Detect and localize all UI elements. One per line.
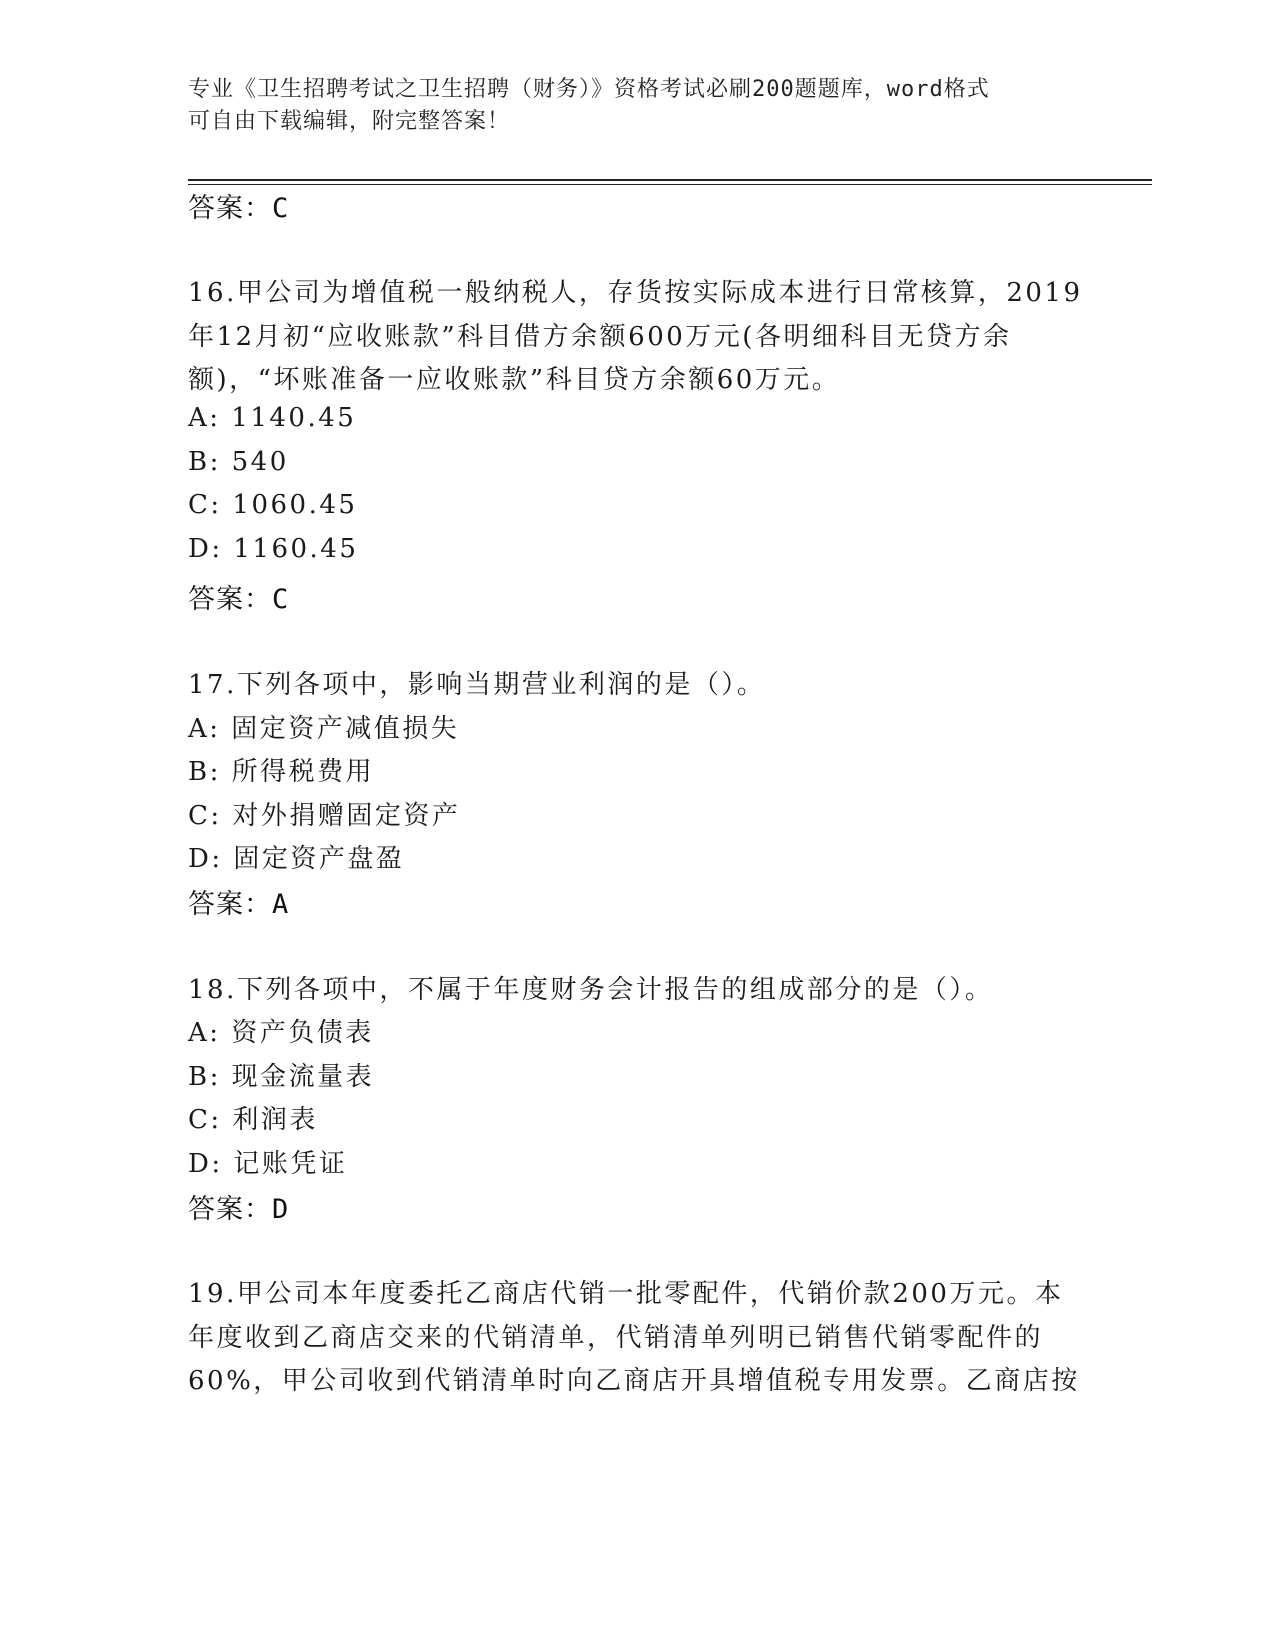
question-17-option-b: B: 所得税费用 <box>188 757 375 787</box>
question-16-line-3: 额)，“坏账准备一应收账款”科目贷方余额60万元。 <box>188 365 841 395</box>
question-17-option-a: A: 固定资产减值损失 <box>188 714 460 744</box>
question-18-line-1: 18.下列各项中，不属于年度财务会计报告的组成部分的是（）。 <box>188 975 994 1005</box>
question-19-line-2: 年度收到乙商店交来的代销清单，代销清单列明已销售代销零配件的 <box>188 1323 1044 1353</box>
question-18-option-d: D: 记账凭证 <box>188 1149 348 1179</box>
document-header <box>188 74 1068 138</box>
question-17-line-1: 17.下列各项中，影响当期营业利润的是（）。 <box>188 670 766 700</box>
question-16-option-a: A: 1140.45 <box>188 403 357 433</box>
question-16-option-d: D: 1160.45 <box>188 534 359 564</box>
previous-answer: 答案：C <box>188 193 290 224</box>
question-18-answer: 答案：D <box>188 1194 290 1225</box>
question-18-option-b: B: 现金流量表 <box>188 1062 375 1092</box>
header-rule-thick <box>188 179 1152 181</box>
question-18-option-a: A: 资产负债表 <box>188 1018 374 1048</box>
header-line-2: 可自由下载编辑，附完整答案！ <box>188 109 511 134</box>
header-line-1: 专业《卫生招聘考试之卫生招聘（财务）》资格考试必刷200题题库，word格式 <box>188 77 990 102</box>
question-16-option-b: B: 540 <box>188 447 289 477</box>
question-16-answer: 答案：C <box>188 584 290 615</box>
question-19-line-1: 19.甲公司本年度委托乙商店代销一批零配件，代销价款200万元。本 <box>188 1279 1064 1309</box>
question-16-line-2: 年12月初“应收账款”科目借方余额600万元(各明细科目无贷方余 <box>188 322 1012 352</box>
question-16-option-c: C: 1060.45 <box>188 490 358 520</box>
question-17-answer: 答案：A <box>188 889 290 920</box>
question-17-option-d: D: 固定资产盘盈 <box>188 844 405 874</box>
question-18-option-c: C: 利润表 <box>188 1105 318 1135</box>
question-17-option-c: C: 对外捐赠固定资产 <box>188 801 461 831</box>
question-16-line-1: 16.甲公司为增值税一般纳税人，存货按实际成本进行日常核算，2019 <box>188 278 1083 308</box>
header-rule-thin <box>188 184 1152 185</box>
question-19-line-3: 60%，甲公司收到代销清单时向乙商店开具增值税专用发票。乙商店按 <box>188 1366 1080 1396</box>
